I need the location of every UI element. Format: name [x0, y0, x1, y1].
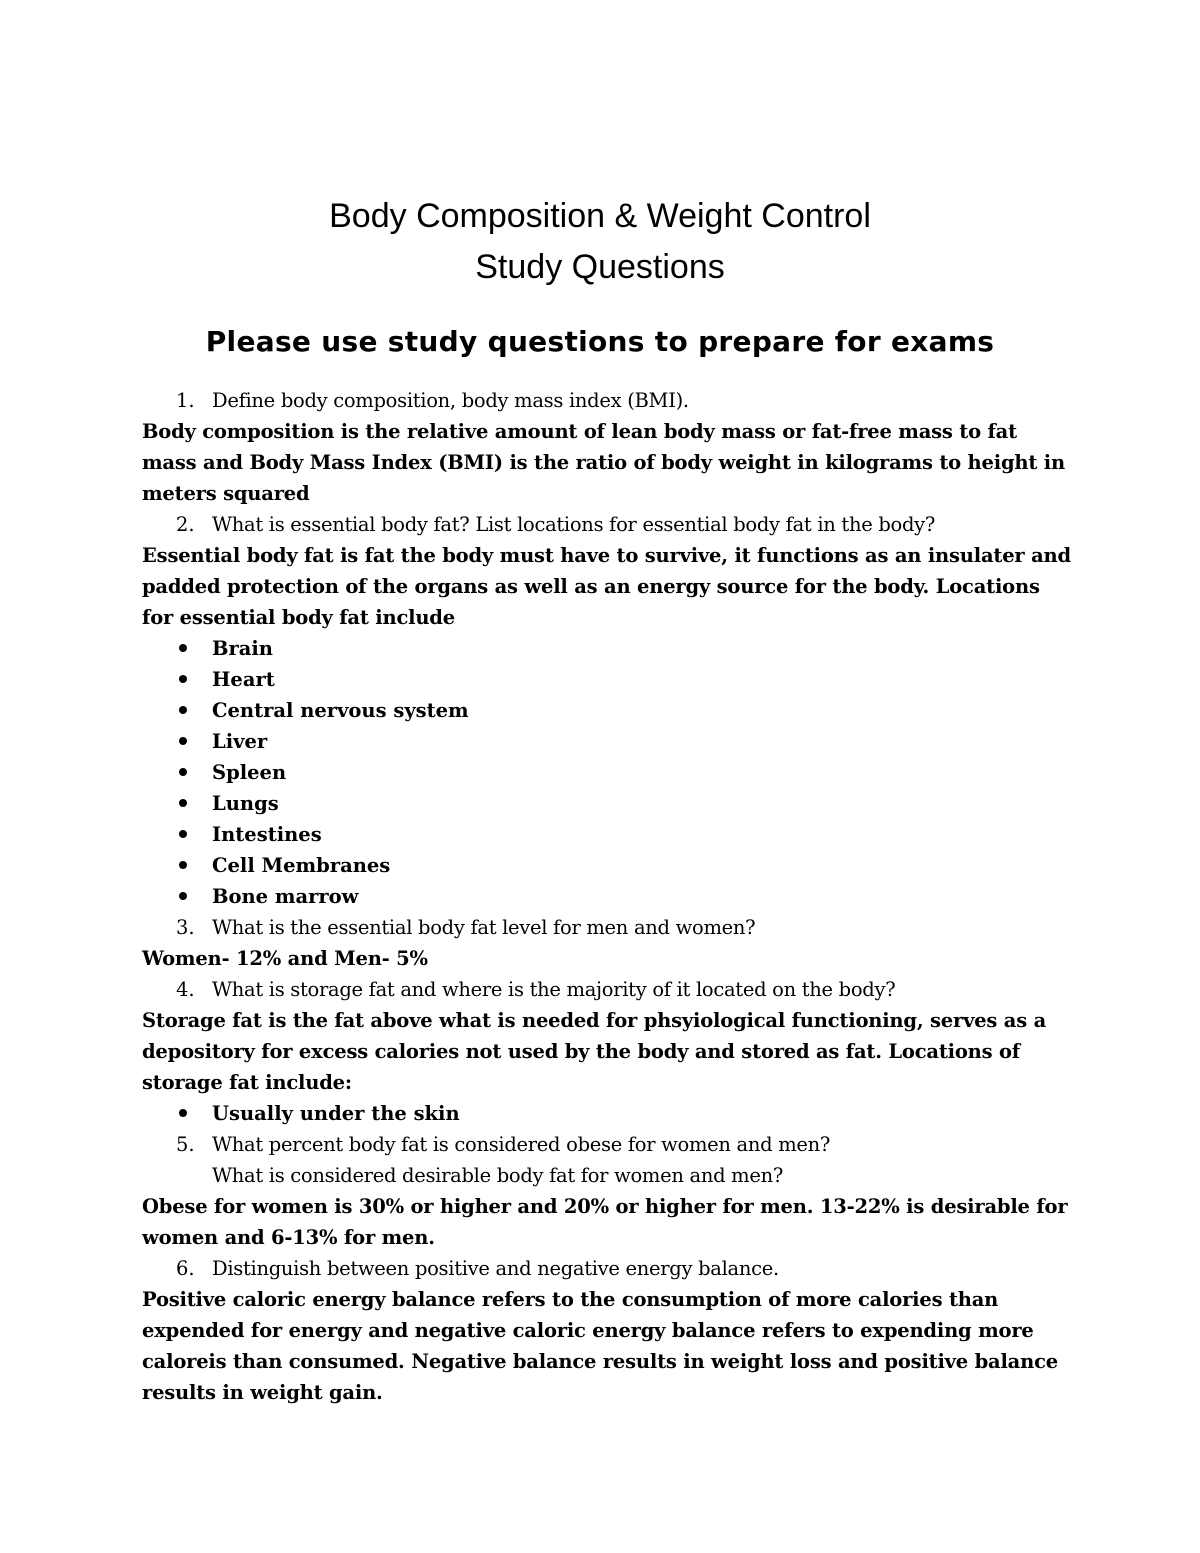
- question-6: [142, 1253, 1072, 1284]
- question-number: 6.: [176, 1257, 195, 1280]
- list-item-text: Usually under the skin: [212, 1102, 460, 1125]
- question-text: What percent body fat is considered obese for women and men?: [212, 1133, 831, 1156]
- question-text: What is considered desirable body fat for women and men?: [212, 1164, 784, 1187]
- question-5-continued: [142, 1160, 1072, 1191]
- list-item-text: Cell Membranes: [212, 854, 391, 877]
- question-list: [142, 385, 1072, 1408]
- question-text: What is essential body fat? List locations for essential body fat in the body?: [212, 513, 936, 536]
- list-item-text: Intestines: [212, 823, 322, 846]
- bullet-icon: [179, 892, 187, 900]
- question-text: What is storage fat and where is the majority of it located on the body?: [212, 978, 896, 1001]
- document-title: Body Composition & Weight Control: [329, 197, 871, 235]
- question-number: 1.: [176, 389, 195, 412]
- list-item-text: Bone marrow: [212, 885, 359, 908]
- question-number: 2.: [176, 513, 195, 536]
- question-text: What is the essential body fat level for men and women?: [212, 916, 756, 939]
- list-item-text: Lungs: [212, 792, 279, 815]
- bullet-icon: [179, 1109, 187, 1117]
- bullet-icon: [179, 644, 187, 652]
- list-item-text: Central nervous system: [212, 699, 469, 722]
- bullet-icon: [179, 675, 187, 683]
- list-item-text: Brain: [212, 637, 273, 660]
- list-item: [142, 1098, 1072, 1129]
- list-item: [142, 788, 1072, 819]
- bullet-icon: [179, 737, 187, 745]
- list-item: [142, 664, 1072, 695]
- instruction-heading: Please use study questions to prepare for exams: [205, 325, 995, 358]
- question-text: Distinguish between positive and negative energy balance.: [212, 1257, 779, 1280]
- question-1: [142, 385, 1072, 416]
- document-subtitle-study-questions: Study Questions: [475, 248, 725, 286]
- answer-2: Essential body fat is fat the body must have to survive, it functions as an insulater and padded protection of the organs as well as an energy source for the body. Locations for essential body fat include: [142, 544, 1071, 629]
- list-item: [142, 633, 1072, 664]
- list-item-text: Heart: [212, 668, 275, 691]
- list-item: [142, 726, 1072, 757]
- list-item: [142, 881, 1072, 912]
- question-5: [142, 1129, 1072, 1160]
- question-number: 5.: [176, 1133, 195, 1156]
- question-number: 4.: [176, 978, 195, 1001]
- list-item: [142, 695, 1072, 726]
- question-4: [142, 974, 1072, 1005]
- bullet-icon: [179, 799, 187, 807]
- list-item: [142, 819, 1072, 850]
- bullet-icon: [179, 830, 187, 838]
- question-text: Define body composition, body mass index (BMI).: [212, 389, 689, 412]
- list-item-text: Spleen: [212, 761, 287, 784]
- bullet-icon: [179, 768, 187, 776]
- answer-5: Obese for women is 30% or higher and 20% or higher for men. 13-22% is desirable for women and 6-13% for men.: [142, 1195, 1068, 1249]
- answer-3: Women- 12% and Men- 5%: [142, 947, 428, 970]
- question-number: 3.: [176, 916, 195, 939]
- answer-6: Positive caloric energy balance refers to the consumption of more calories than expended for energy and negative caloric energy balance refers to expending more caloreis than consumed. Negative balance results in weight loss and positive balance results in weight gain.: [142, 1288, 1058, 1404]
- question-3: [142, 912, 1072, 943]
- answer-1: Body composition is the relative amount of lean body mass or fat-free mass to fat mass and Body Mass Index (BMI) is the ratio of body weight in kilograms to height in meters squared: [142, 420, 1065, 505]
- answer-4: Storage fat is the fat above what is needed for phsyiological functioning, serves as a depository for excess calories not used by the body and stored as fat. Locations of storage fat include:: [142, 1009, 1047, 1094]
- bullet-icon: [179, 861, 187, 869]
- bullet-icon: [179, 706, 187, 714]
- list-item: [142, 850, 1072, 881]
- list-item: [142, 757, 1072, 788]
- question-2: [142, 509, 1072, 540]
- list-item-text: Liver: [212, 730, 268, 753]
